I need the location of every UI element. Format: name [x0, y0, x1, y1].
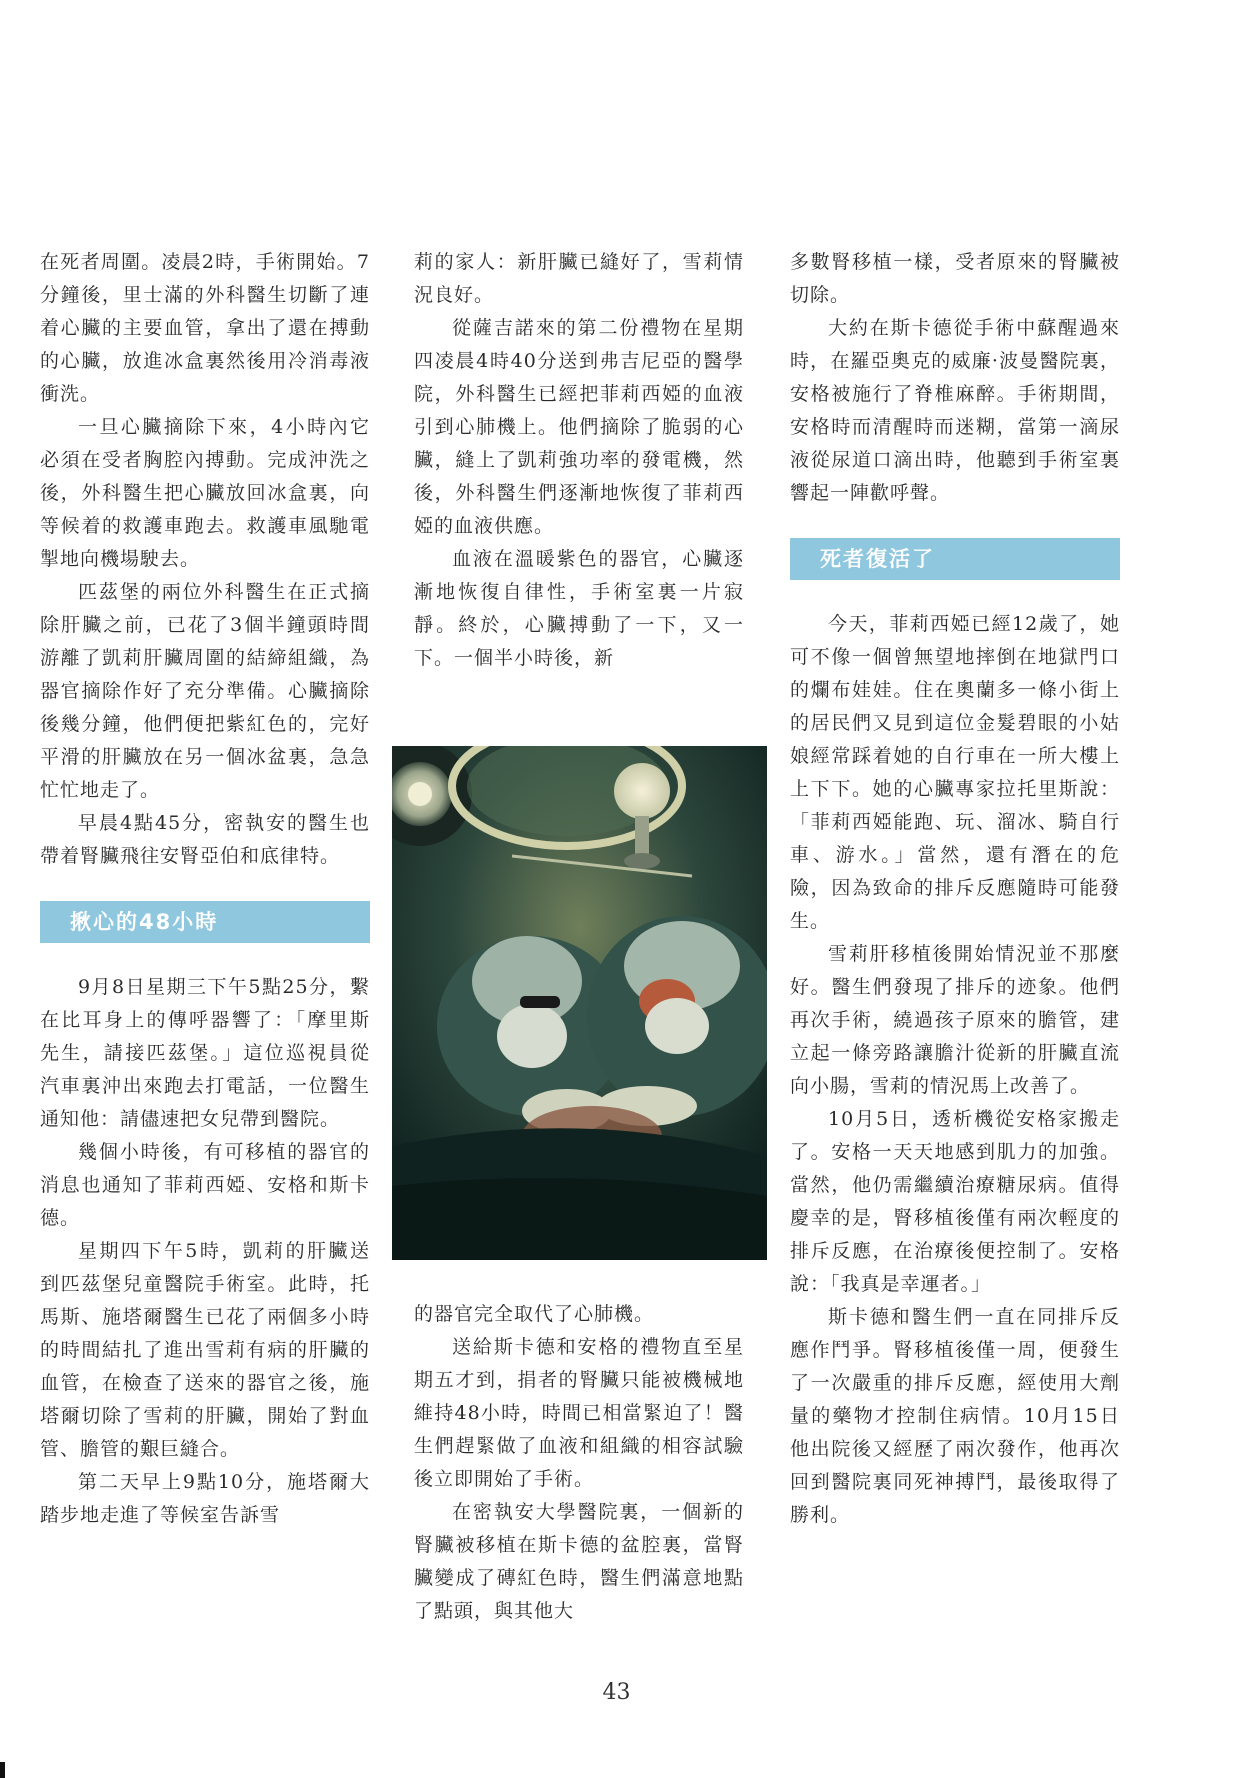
paragraph: 大約在斯卡德從手術中蘇醒過來時，在羅亞奧克的威廉·波曼醫院裏，安格被施行了脊椎麻醉。手術期間，安格時而清醒時而迷糊，當第一滴尿液從尿道口滴出時，他聽到手術室裏響起一陣歡呼聲。 [790, 317, 1120, 504]
article-column-2-top [414, 246, 744, 675]
paragraph: 第二天早上9點10分，施塔爾大踏步地走進了等候室告訴雪 [40, 1471, 370, 1526]
paragraph: 在密執安大學醫院裏，一個新的腎臟被移植在斯卡德的盆腔裏，當腎臟變成了磚紅色時，醫生們滿意地點了點頭，與其他大 [414, 1501, 744, 1622]
article-column-2-bottom [414, 1298, 744, 1628]
paragraph: 早晨4點45分，密執安的醫生也帶着腎臟飛往安腎亞伯和底律特。 [40, 812, 370, 867]
paragraph: 送給斯卡德和安格的禮物直至星期五才到，捐者的腎臟只能被機械地維持48小時，時間已相當緊迫了！醫生們趕緊做了血液和組織的相容試驗後立即開始了手術。 [414, 1336, 744, 1490]
section-heading-revival: 死者復活了 [790, 538, 1120, 580]
paragraph: 匹茲堡的兩位外科醫生在正式摘除肝臟之前，已花了3個半鐘頭時間游離了凱莉肝臟周圍的結締組織，為器官摘除作好了充分準備。心臟摘除後幾分鐘，他們便把紫紅色的，完好平滑的肝臟放在另一個冰盆裏，急急忙忙地走了。 [40, 581, 370, 801]
paragraph: 從薩吉諾來的第二份禮物在星期四凌晨4時40分送到弗吉尼亞的醫學院，外科醫生已經把菲莉西婭的血液引到心肺機上。他們摘除了脆弱的心臟，縫上了凱莉強功率的發電機，然後，外科醫生們逐漸地恢復了菲莉西婭的血液供應。 [414, 317, 744, 537]
paragraph: 9月8日星期三下午5點25分，繫在比耳身上的傳呼器響了：「摩里斯先生，請接匹茲堡。」這位巡視員從汽車裏沖出來跑去打電話，一位醫生通知他：請儘速把女兒帶到醫院。 [40, 976, 370, 1130]
paragraph: 星期四下午5時，凱莉的肝臟送到匹茲堡兒童醫院手術室。此時，托馬斯、施塔爾醫生已花了兩個多小時的時間結扎了進出雪莉有病的肝臟的血管，在檢查了送來的器官之後，施塔爾切除了雪莉的肝臟，開始了對血管、膽管的艱巨縫合。 [40, 1240, 370, 1460]
paragraph: 幾個小時後，有可移植的器官的消息也通知了菲莉西婭、安格和斯卡德。 [40, 1141, 370, 1229]
paragraph: 今天，菲莉西婭已經12歲了，她可不像一個曾無望地摔倒在地獄門口的爛布娃娃。住在奧蘭多一條小街上的居民們又見到這位金髮碧眼的小姑娘經常踩着她的自行車在一所大樓上上下下。她的心臟專家拉托里斯說：「菲莉西婭能跑、玩、溜冰、騎自行車、游水。」當然，還有潛在的危險，因為致命的排斥反應隨時可能發生。 [790, 613, 1120, 932]
paragraph: 在死者周圍。凌晨2時，手術開始。7分鐘後，里士滿的外科醫生切斷了連着心臟的主要血管，拿出了還在搏動的心臟，放進冰盒裏然後用冷消毒液衝洗。 [40, 251, 370, 405]
article-column-3 [790, 246, 1120, 1532]
paragraph: 血液在溫暖紫色的器官，心臟逐漸地恢復自律性，手術室裏一片寂靜。終於，心臟搏動了一下，又一下。一個半小時後，新 [414, 548, 744, 669]
paragraph: 斯卡德和醫生們一直在同排斥反應作鬥爭。腎移植後僅一周，便發生了一次嚴重的排斥反應，經使用大劑量的藥物才控制住病情。10月15日他出院後又經歷了兩次發作，他再次回到醫院裏同死神搏鬥，最後取得了勝利。 [790, 1306, 1120, 1526]
paragraph: 一旦心臟摘除下來，4小時內它必須在受者胸腔內搏動。完成沖洗之後，外科醫生把心臟放回冰盒裏，向等候着的救護車跑去。救護車風馳電掣地向機場駛去。 [40, 416, 370, 570]
section-heading-48-hours: 揪心的48小時 [40, 901, 370, 943]
page-number: 43 [602, 1680, 631, 1705]
scan-edge-mark [0, 1762, 5, 1778]
paragraph: 莉的家人：新肝臟已縫好了，雪莉情況良好。 [414, 251, 744, 306]
article-column-1 [40, 246, 370, 1532]
paragraph: 雪莉肝移植後開始情況並不那麼好。醫生們發現了排斥的迹象。他們再次手術，繞過孩子原來的膽管，建立起一條旁路讓膽汁從新的肝臟直流向小腸，雪莉的情況馬上改善了。 [790, 943, 1120, 1097]
paragraph: 多數腎移植一樣，受者原來的腎臟被切除。 [790, 251, 1120, 306]
paragraph: 的器官完全取代了心肺機。 [414, 1303, 655, 1325]
paragraph: 10月5日，透析機從安格家搬走了。安格一天天地感到肌力的加強。當然，他仍需繼續治療糖尿病。值得慶幸的是，腎移植後僅有兩次輕度的排斥反應，在治療後便控制了。安格說：「我真是幸運者。」 [790, 1108, 1120, 1295]
surgery-photo [392, 746, 767, 1260]
